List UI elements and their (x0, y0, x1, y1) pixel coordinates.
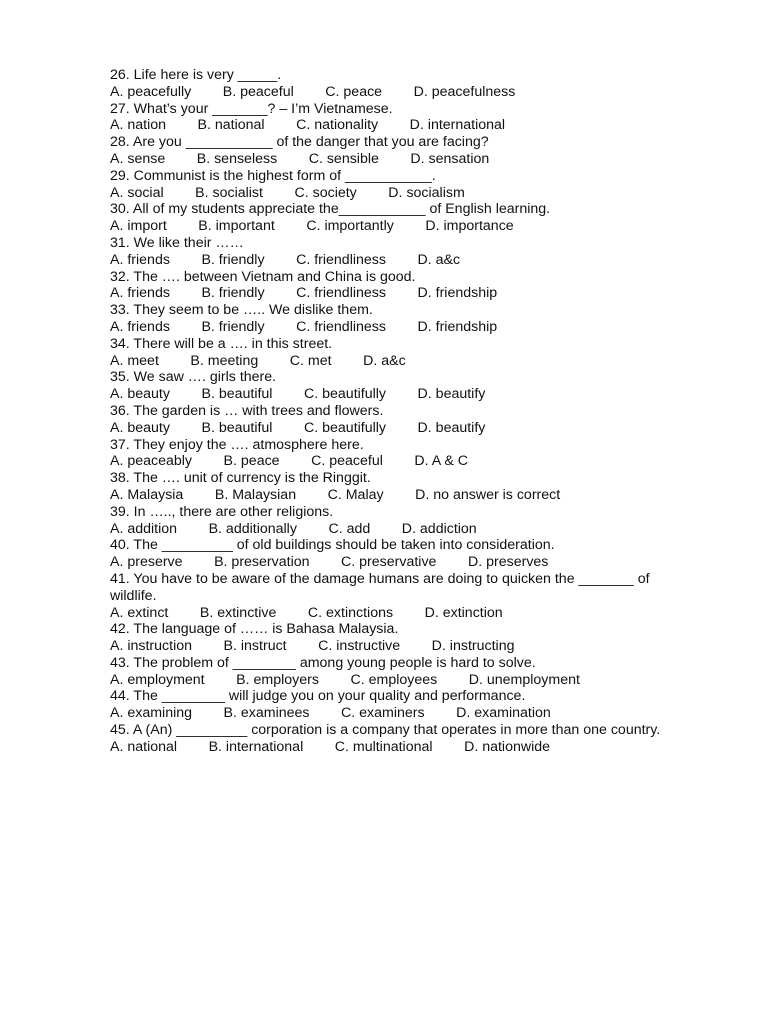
answer-options: A. nation B. national C. nationality D. international (110, 117, 506, 134)
question-text: 38. The …. unit of currency is the Ringgit. (110, 470, 371, 487)
answer-options: A. peaceably B. peace C. peaceful D. A & C (110, 453, 469, 470)
answer-options: A. friends B. friendly C. friendliness D. a&c (110, 251, 461, 268)
question-text: 28. Are you ___________ of the danger that you are facing? (110, 134, 489, 151)
question-text: 44. The ________ will judge you on your quality and performance. (110, 688, 526, 705)
question-text: 45. A (An) _________ corporation is a company that operates in more than one country. (110, 722, 661, 739)
question-text: 32. The …. between Vietnam and China is good. (110, 268, 416, 285)
worksheet-page (110, 67, 710, 756)
answer-options: A. extinct B. extinctive C. extinctions D. extinction (110, 604, 503, 621)
question-text: 39. In ….., there are other religions. (110, 503, 334, 520)
question-text: 31. We like their …… (110, 234, 244, 251)
question-text: 43. The problem of ________ among young people is hard to solve. (110, 654, 536, 671)
question-text: 41. You have to be aware of the damage humans are doing to quicken the _______ of wildlife. (110, 570, 654, 604)
answer-options: A. addition B. additionally C. add D. addiction (110, 520, 477, 537)
answer-options: A. instruction B. instruct C. instructive D. instructing (110, 638, 515, 655)
answer-options: A. employment B. employers C. employees D. unemployment (110, 671, 580, 688)
question-text: 36. The garden is … with trees and flowers. (110, 402, 384, 419)
question-text: 42. The language of …… is Bahasa Malaysia. (110, 621, 399, 638)
question-text: 27. What’s your _______? – I’m Vietnamese. (110, 100, 393, 117)
answer-options: A. friends B. friendly C. friendliness D. friendship (110, 285, 498, 302)
answer-options: A. beauty B. beautiful C. beautifully D. beautify (110, 386, 486, 403)
question-text: 33. They seem to be ….. We dislike them. (110, 302, 373, 319)
question-text: 40. The _________ of old buildings should be taken into consideration. (110, 537, 555, 554)
answer-options: A. examining B. examinees C. examiners D. examination (110, 705, 551, 722)
answer-options: A. import B. important C. importantly D. importance (110, 218, 514, 235)
answer-options: A. peacefully B. peaceful C. peace D. peacefulness (110, 83, 516, 100)
answer-options: A. national B. international C. multinational D. nationwide (110, 738, 551, 755)
answer-options: A. friends B. friendly C. friendliness D. friendship (110, 318, 498, 335)
answer-options: A. beauty B. beautiful C. beautifully D. beautify (110, 419, 486, 436)
question-text: 26. Life here is very _____. (110, 67, 282, 83)
answer-options: A. preserve B. preservation C. preservative D. preserves (110, 554, 549, 571)
question-text: 37. They enjoy the …. atmosphere here. (110, 436, 364, 453)
question-text: 35. We saw …. girls there. (110, 369, 277, 386)
question-text: 34. There will be a …. in this street. (110, 335, 333, 352)
answer-options: A. Malaysia B. Malaysian C. Malay D. no answer is correct (110, 486, 561, 503)
answer-options: A. meet B. meeting C. met D. a&c (110, 352, 406, 369)
question-text: 29. Communist is the highest form of ___________. (110, 167, 436, 184)
answer-options: A. sense B. senseless C. sensible D. sensation (110, 150, 490, 167)
answer-options: A. social B. socialist C. society D. socialism (110, 184, 465, 201)
question-text: 30. All of my students appreciate the___________ of English learning. (110, 201, 551, 218)
